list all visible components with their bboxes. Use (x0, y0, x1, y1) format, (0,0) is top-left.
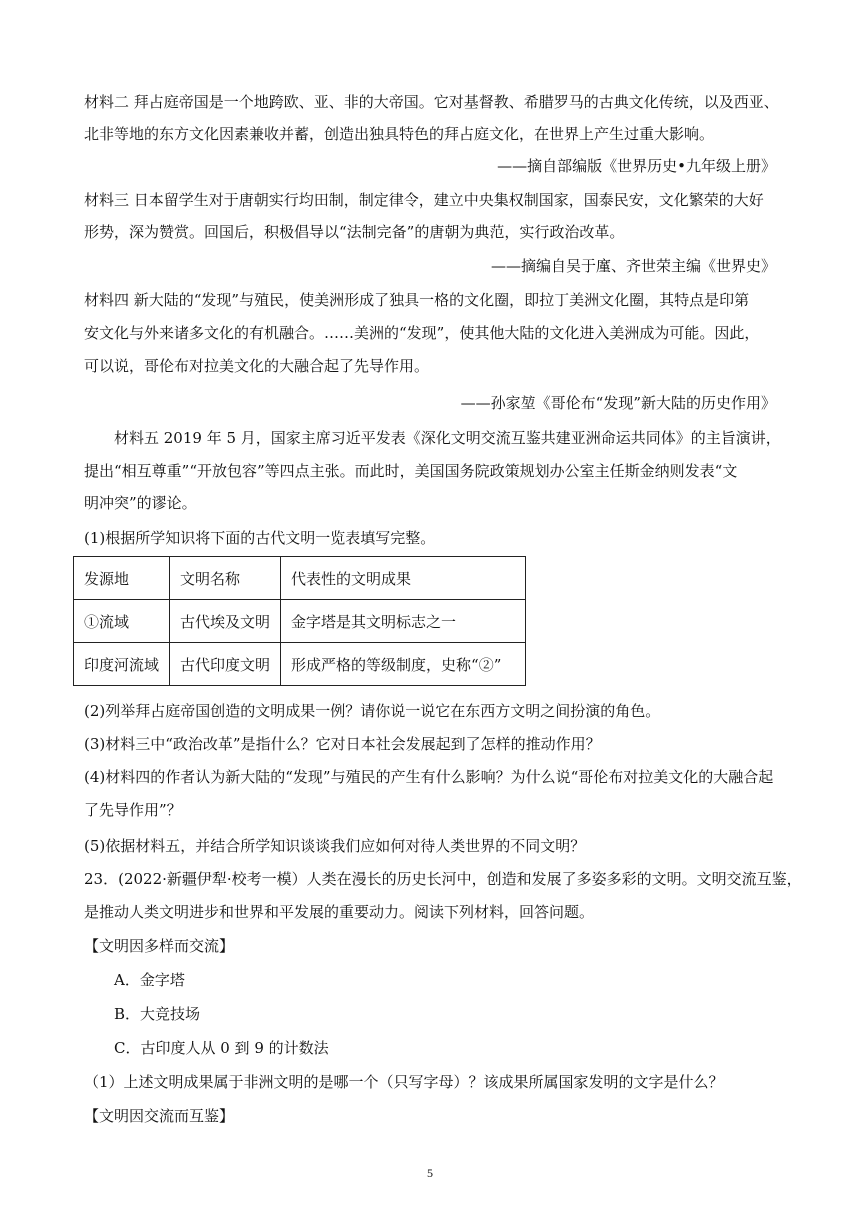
question-5: (5)依据材料五，并结合所学知识谈谈我们应如何对待人类世界的不同文明？ (84, 837, 586, 855)
question-23-line-1: 23．(2022·新疆伊犁·校考一模）人类在漫长的历史长河中，创造和发展了多姿多彩的文明。文明交流互鉴， (84, 870, 802, 888)
civilization-table (73, 556, 526, 686)
table-cell: 金字塔是其文明标志之一 (281, 600, 526, 643)
table-row (74, 643, 526, 686)
table-cell: 古代埃及文明 (170, 600, 281, 643)
table-cell: ①流域 (74, 600, 170, 643)
page-number: 5 (427, 1166, 433, 1180)
section-heading: 【文明因多样而交流】 (84, 937, 235, 955)
material-4-line-3: 可以说，哥伦布对拉美文化的大融合起了先导作用。 (84, 357, 430, 375)
option-a: A．金字塔 (114, 971, 185, 989)
table-cell: 古代印度文明 (170, 643, 281, 686)
material-3-line-2: 形势，深为赞赏。回国后，积极倡导以“法制完备”的唐朝为典范，实行政治改革。 (84, 223, 625, 241)
material-3-line-1: 材料三 日本留学生对于唐朝实行均田制，制定律令，建立中央集权制国家，国泰民安，文化繁荣的大好 (84, 191, 764, 209)
option-c: C．古印度人从 0 到 9 的计数法 (114, 1039, 329, 1057)
question-2: (2)列举拜占庭帝国创造的文明成果一例？请你说一说它在东西方文明之间扮演的角色。 (84, 702, 661, 720)
material-5-line-3: 明冲突”的谬论。 (84, 494, 197, 512)
question-4-line-1: (4)材料四的作者认为新大陆的“发现”与殖民的产生有什么影响？为什么说“哥伦布对拉美文化的大融合起 (84, 768, 774, 786)
material-2-source: ——摘自部编版《世界历史•九年级上册》 (497, 157, 776, 175)
material-4-line-2: 安文化与外来诸多文化的有机融合。……美洲的“发现”，使其他大陆的文化进入美洲成为可能。因此， (84, 324, 760, 342)
material-2-line-2: 北非等地的东方文化因素兼收并蓄，创造出独具特色的拜占庭文化，在世界上产生过重大影响。 (84, 125, 715, 143)
table-cell: 印度河流域 (74, 643, 170, 686)
table-header-cell: 发源地 (74, 557, 170, 600)
table-header-cell: 代表性的文明成果 (281, 557, 526, 600)
question-23-line-2: 是推动人类文明进步和世界和平发展的重要动力。阅读下列材料，回答问题。 (84, 903, 595, 921)
question-3: (3)材料三中“政治改革”是指什么？它对日本社会发展起到了怎样的推动作用？ (84, 735, 601, 753)
table-header-row (74, 557, 526, 600)
material-5-line-2: 提出“相互尊重”“开放包容”等四点主张。而此时，美国国务院政策规划办公室主任斯金纳则发表“文 (84, 462, 738, 480)
table-cell: 形成严格的等级制度，史称“②” (281, 643, 526, 686)
question-4-line-2: 了先导作用”？ (84, 801, 182, 819)
table-header-cell: 文明名称 (170, 557, 281, 600)
material-3-source: ——摘编自吴于廑、齐世荣主编《世界史》 (490, 257, 776, 275)
material-4-line-1: 材料四 新大陆的“发现”与殖民，使美洲形成了独具一格的文化圈，即拉丁美洲文化圈，其特点是印第 (84, 291, 750, 309)
material-5-line-1: 材料五 2019 年 5 月，国家主席习近平发表《深化文明交流互鉴共建亚洲命运共同体》的主旨演讲， (114, 429, 781, 447)
section-heading: 【文明因交流而互鉴】 (84, 1107, 235, 1125)
question-1: (1)根据所学知识将下面的古代文明一览表填写完整。 (84, 529, 436, 547)
material-4-source: ——孙家堃《哥伦布“发现”新大陆的历史作用》 (460, 394, 776, 412)
table-row (74, 600, 526, 643)
option-b: B．大竞技场 (114, 1005, 201, 1023)
sub-question-1: （1）上述文明成果属于非洲文明的是哪一个（只写字母）？该成果所属国家发明的文字是什么？ (84, 1073, 724, 1091)
material-2-line-1: 材料二 拜占庭帝国是一个地跨欧、亚、非的大帝国。它对基督教、希腊罗马的古典文化传统，以及西亚、 (84, 93, 779, 111)
